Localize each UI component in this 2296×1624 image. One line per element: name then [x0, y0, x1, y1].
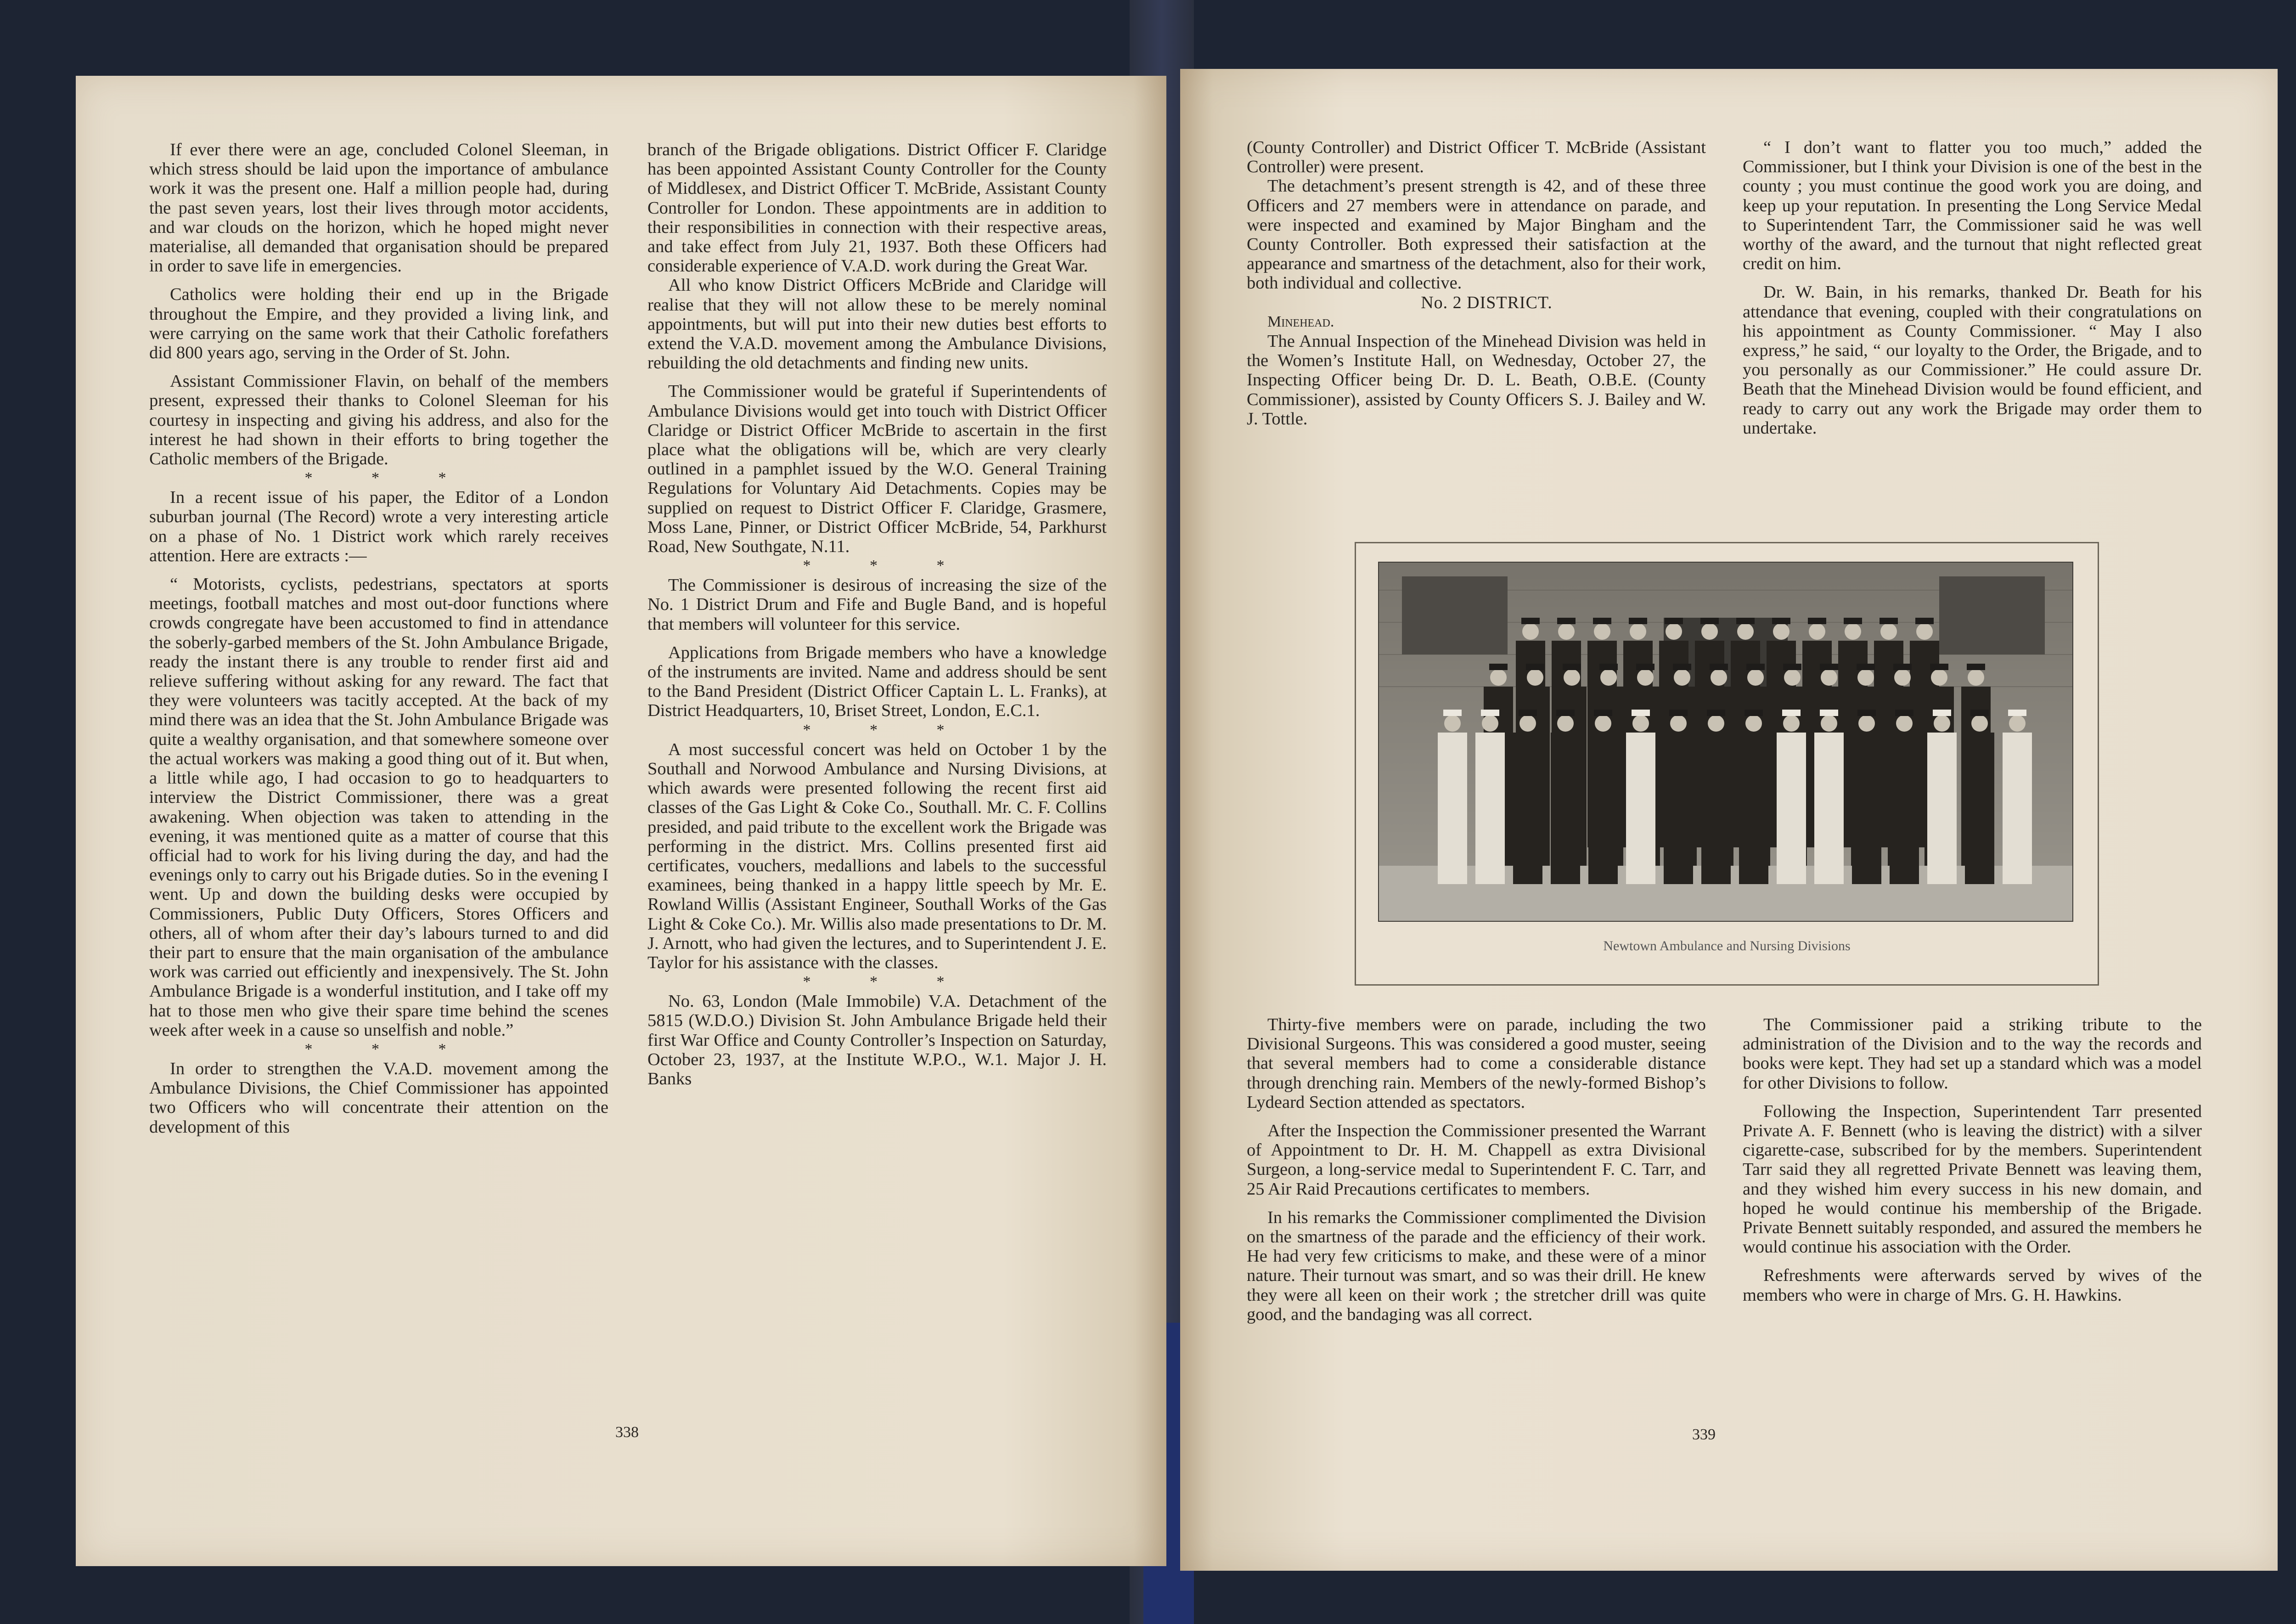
- figure-head: [1527, 669, 1543, 686]
- figure-head: [1821, 715, 1837, 732]
- page-339: [1180, 69, 2278, 1571]
- figure-head: [1971, 715, 1988, 732]
- figure-cap: [1673, 664, 1691, 670]
- paragraph: “ I don’t want to flatter you too much,” added the Commissioner, but I think your Division is one of the best in the county ; you must continue the good work you are doing, and keep up your reputation. In presenting the Long Service Medal to Superintendent Tarr, the Commissioner said he was well worthy of the award, and the turnout that night reflected great credit on him.: [1743, 138, 2202, 274]
- figure-head: [1630, 623, 1646, 640]
- figure-body: [1664, 733, 1693, 884]
- paragraph: Applications from Brigade members who have a knowledge of the instruments are invited. Name and address should be sent to the Band President (District Officer Captain L. L. Franks), at District Headquarters, 10, Briset Street, London, E.C.1.: [647, 643, 1107, 721]
- figure-cap: [1636, 664, 1654, 670]
- figure-cap: [1556, 710, 1575, 716]
- left-page-column-2: [647, 140, 1107, 1088]
- figure-cap: [1772, 618, 1790, 624]
- figure-cap: [1632, 710, 1650, 716]
- figure-body: [1701, 733, 1731, 884]
- figure-cap: [1669, 710, 1688, 716]
- figure-cap: [1880, 618, 1898, 624]
- figure-body: [1890, 733, 1919, 884]
- figure-head: [1595, 715, 1611, 732]
- figure-cap: [1736, 618, 1755, 624]
- figure-cap: [1808, 618, 1826, 624]
- figure-cap: [1820, 664, 1838, 670]
- figure-head: [1773, 623, 1790, 640]
- photo-caption: Newtown Ambulance and Nursing Divisions: [1603, 938, 1851, 953]
- figure-head: [1482, 715, 1498, 732]
- figure-body: [1588, 733, 1618, 884]
- figure-head: [1519, 715, 1536, 732]
- paragraph: Following the Inspection, Superintendent Tarr presented Private A. F. Bennett (who is leaving the district) with a silver cigarette-case, subscribed for by the members. Superintendent Tarr said they all regretted Private Bennett was leaving them, and they wished him every success in his new domain, and hoped he would continue his membership of the Brigade. Private Bennett suitably responded, and assured the members he would continue his association with the Order.: [1743, 1101, 2202, 1257]
- figure-cap: [1563, 664, 1581, 670]
- figure-body: [1438, 733, 1467, 884]
- figure-cap: [1710, 664, 1728, 670]
- section-divider: * * *: [803, 973, 972, 991]
- figure-head: [1670, 715, 1687, 732]
- figure-cap: [1967, 664, 1985, 670]
- paragraph: The Annual Inspection of the Minehead Division was held in the Women’s Institute Hall, on Wednesday, October 27, the Inspecting Officer being Dr. D. L. Beath, O.B.E. (County Commissioner), assisted by County Officers S. J. Bailey and W. J. Tottle.: [1247, 332, 1706, 429]
- figure-cap: [2008, 710, 2026, 716]
- figure-head: [1745, 715, 1762, 732]
- figure-head: [1666, 623, 1682, 640]
- figure-body: [1475, 733, 1505, 884]
- paragraph: Refreshments were afterwards served by wives of the members who were in charge of Mrs. G. H. Hawkins.: [1743, 1266, 2202, 1305]
- figure-head: [1711, 669, 1727, 686]
- figure-head: [1637, 669, 1654, 686]
- left-page-column-1: [149, 140, 608, 1137]
- section-heading: No. 2 DISTRICT.: [1421, 293, 1553, 312]
- figure-cap: [1707, 710, 1725, 716]
- figure-head: [1594, 623, 1610, 640]
- figure-cap: [1895, 710, 1913, 716]
- figure-cap: [1783, 664, 1801, 670]
- figure-cap: [1700, 618, 1719, 624]
- figure-head: [1747, 669, 1764, 686]
- paragraph: In his remarks the Commissioner complimented the Division on the smartness of the parade and the efficiency of their work. He had very few criticisms to make, and these were of a minor nature. Their turnout was smart, and so was their drill. He knew they were all keen on their work ; the stretcher drill was quite good, and the bandaging was all correct.: [1247, 1207, 1706, 1324]
- figure-head: [1858, 715, 1875, 732]
- figure-body: [1965, 733, 1994, 884]
- paragraph: After the Inspection the Commissioner presented the Warrant of Appointment to Dr. H. M. Chappell as extra Divisional Surgeon, a long-service medal to Superintendent F. C. Tarr, and 25 Air Raid Precautions certificates to members.: [1247, 1121, 1706, 1199]
- place-heading: Minehead.: [1267, 313, 1334, 330]
- group-photograph: [1378, 562, 2073, 922]
- figure-cap: [1930, 664, 1948, 670]
- paragraph: All who know District Officers McBride and Claridge will realise that they will not allow these to be merely nominal appointments, but will put into their new duties best efforts to extend the V.A.D. movement among the Ambulance Divisions, rebuilding the old detachments and finding new units.: [647, 276, 1107, 373]
- figure-body: [1513, 733, 1542, 884]
- figure-head: [1737, 623, 1754, 640]
- paragraph: The Commissioner is desirous of increasing the size of the No. 1 District Drum and Fife and Bugle Band, and is hopeful that members will volunteer for this service.: [647, 575, 1107, 634]
- figure-cap: [1526, 664, 1544, 670]
- figure-cap: [1593, 618, 1611, 624]
- paragraph: Catholics were holding their end up in the Brigade throughout the Empire, and they provided a living link, and were carrying on the same work that their Catholic forefathers did 800 years ago, serving in the Order of St. John.: [149, 285, 608, 363]
- figure-head: [1564, 669, 1580, 686]
- section-divider: * * *: [304, 1040, 474, 1058]
- figure-head: [1784, 669, 1801, 686]
- figure-head: [1931, 669, 1947, 686]
- figure-body: [2003, 733, 2032, 884]
- paragraph: In a recent issue of his paper, the Editor of a London suburban journal (The Record) wrote a very interesting article on a phase of No. 1 District work which rarely receives attention. Here are extracts :—: [149, 488, 608, 565]
- figure-cap: [1557, 618, 1576, 624]
- figure-head: [1880, 623, 1897, 640]
- figure-cap: [1665, 618, 1683, 624]
- figure-body: [1739, 733, 1768, 884]
- photo-frame: [1355, 542, 2099, 986]
- figure-body: [1551, 733, 1580, 884]
- page-number: 339: [1692, 1426, 1716, 1443]
- figure-cap: [1629, 618, 1647, 624]
- figure-head: [1490, 669, 1507, 686]
- figure-body: [1852, 733, 1881, 884]
- figure-cap: [1893, 664, 1912, 670]
- paragraph: Thirty-five members were on parade, including the two Divisional Surgeons. This was considered a good muster, seeing that several members had to come a considerable distance through drenching rain. Members of the newly-formed Bishop’s Lydeard Section attended as spectators.: [1247, 1015, 1706, 1112]
- figure-head: [1708, 715, 1724, 732]
- paragraph: If ever there were an age, concluded Colonel Sleeman, in which stress should be laid upon the importance of ambulance work it was the present one. Half a million people had, during the past seven years, lost their lives through motor accidents, and war clouds on the horizon, which he hoped might never materialise, all demanded that organisation should be prepared in order to save life in emergencies.: [149, 140, 608, 276]
- figure-head: [1600, 669, 1617, 686]
- figure-cap: [1599, 664, 1618, 670]
- paragraph: The Commissioner paid a striking tribute to the administration of the Division and to the way the records and books were kept. They had set up a standard which was a model for other Divisions to follow.: [1743, 1015, 2202, 1093]
- paragraph: In order to strengthen the V.A.D. movement among the Ambulance Divisions, the Chief Commissioner has appointed two Officers who will concentrate their attention on the development of this: [149, 1059, 608, 1137]
- figure-cap: [1844, 618, 1862, 624]
- figure-head: [1916, 623, 1933, 640]
- figure-cap: [1489, 664, 1508, 670]
- figure-cap: [1820, 710, 1838, 716]
- figure-cap: [1746, 664, 1765, 670]
- figure-cap: [1915, 618, 1934, 624]
- paragraph: A most successful concert was held on October 1 by the Southall and Norwood Ambulance and Nursing Divisions, at which awards were presented following the recent first aid classes of the Gas Light & Coke Co., Southall. Mr. C. F. Collins presided, and paid tribute to the excellent work the Brigade was performing in the district. Mrs. Collins presented first aid certificates, vouchers, medallions and labels to the successful examinees, being thanked in a happy little speech by Mr. E. Rowland Willis (Assistant Engineer, Southall Works of the Gas Light & Coke Co.). Mr. Willis also made presentations to Dr. M. J. Arnott, who had given the lectures, and to Superintendent J. E. Taylor for his assistance with the classes.: [647, 739, 1107, 972]
- figure-head: [1809, 623, 1825, 640]
- paragraph: No. 63, London (Male Immobile) V.A. Detachment of the 5815 (W.D.O.) Division St. John Ambulance Brigade held their first War Office and County Controller’s Inspection on Saturday, October 23, 1937, at the Institute W.P.O., W.1. Major J. H. Banks: [647, 992, 1107, 1088]
- figure-cap: [1481, 710, 1499, 716]
- figure-head: [1845, 623, 1861, 640]
- figure-head: [1558, 623, 1575, 640]
- right-page-column-4: [1743, 1015, 2202, 1305]
- paragraph: (County Controller) and District Officer T. McBride (Assistant Controller) were present.: [1247, 138, 1706, 177]
- figure-head: [1968, 669, 1984, 686]
- figure-body: [1626, 733, 1655, 884]
- paragraph: branch of the Brigade obligations. District Officer F. Claridge has been appointed Assistant County Controller for the County of Middlesex, and District Officer T. McBride, Assistant County Controller for London. These appointments are in addition to their responsibilities in connection with their respective areas, and take effect from July 21, 1937. Both these Officers had considerable experience of V.A.D. work during the Great War.: [647, 140, 1107, 276]
- group-photo-image: [1379, 563, 2072, 921]
- figure-cap: [1443, 710, 1462, 716]
- figure-body: [1814, 733, 1844, 884]
- figure-head: [1896, 715, 1913, 732]
- figure-cap: [1745, 710, 1763, 716]
- section-divider: * * *: [803, 557, 972, 575]
- paragraph: The detachment’s present strength is 42, and of these three Officers and 27 members were in attendance on parade, and were inspected and examined by Major Bingham and the County Controller. Both expressed their satisfaction at the appearance and smartness of the detachment, also for their work, both individual and collective.: [1247, 176, 1706, 293]
- figure-cap: [1521, 618, 1540, 624]
- page-number: 338: [615, 1424, 639, 1441]
- figure-head: [1821, 669, 1837, 686]
- figure-body: [1777, 733, 1806, 884]
- page-338: [76, 76, 1166, 1566]
- paragraph: The Commissioner would be grateful if Superintendents of Ambulance Divisions would get into touch with District Officer Claridge or District Officer McBride to ascertain in the first place what the obligations will be, which are very clearly outlined in a pamphlet issued by the W.O. General Training Regulations for Voluntary Aid Detachments. Copies may be supplied on request to District Officer F. Claridge, Grasmere, Moss Lane, Pinner, or District Officer McBride, 54, Parkhurst Road, New Southgate, N.11.: [647, 382, 1107, 557]
- figure-body: [1927, 733, 1957, 884]
- right-page-column-1: [1247, 138, 1706, 429]
- figure-head: [1701, 623, 1718, 640]
- figure-head: [1557, 715, 1574, 732]
- figure-cap: [1782, 710, 1801, 716]
- figure-cap: [1857, 710, 1876, 716]
- figure-head: [1783, 715, 1800, 732]
- right-page-column-3: [1247, 1015, 1706, 1324]
- figure-head: [1522, 623, 1539, 640]
- section-divider: * * *: [803, 721, 972, 739]
- figure-cap: [1857, 664, 1875, 670]
- figure-cap: [1933, 710, 1951, 716]
- figure-head: [2009, 715, 2026, 732]
- figure-head: [1444, 715, 1461, 732]
- figure-head: [1632, 715, 1649, 732]
- figure-cap: [1594, 710, 1612, 716]
- figure-cap: [1519, 710, 1537, 716]
- figure-head: [1674, 669, 1690, 686]
- figure-head: [1894, 669, 1911, 686]
- right-page-column-2: [1743, 138, 2202, 438]
- paragraph: Assistant Commissioner Flavin, on behalf of the members present, expressed their thanks to Colonel Sleeman for his courtesy in inspecting and giving his address, and also for the interest he had shown in their efforts to bring together the Catholic members of the Brigade.: [149, 372, 608, 469]
- section-divider: * * *: [304, 469, 474, 487]
- figure-head: [1934, 715, 1950, 732]
- figure-head: [1857, 669, 1874, 686]
- paragraph: “ Motorists, cyclists, pedestrians, spectators at sports meetings, football matches and most out-door functions where crowds congregate have been accustomed to find in attendance the soberly-garbed members of the St. John Ambulance Brigade, ready the instant there is any trouble to render first aid and relieve suffering without asking for any reward. The fact that they were volunteers was tacitly accepted. At the back of my mind there was an idea that the St. John Ambulance Brigade was quite a wealthy organisation, and that somewhere someone over the actual workers was making a good thing out of it. But when, a little while ago, I had occasion to go to headquarters to interview the District Commissioner, there was a great awakening. When objection was taken to attending in the evening, it was mentioned quite as a matter of course that this official had to work for his living during the day, and had the evenings only to carry out his Brigade duties. So in the evening I went. Up and down the building desks were occupied by Commissioners, Public Duty Officers, Stores Officers and others, all of whom after their day’s labours turned to and did their part to ensure that the main organisation of the ambulance work was carried out efficiently and inexpensively. The St. John Ambulance Brigade is a wonderful institution, and I take off my hat to those men who give their spare time behind the scenes week after week in a cause so unselfish and noble.”: [149, 575, 608, 1040]
- paragraph: Dr. W. Bain, in his remarks, thanked Dr. Beath for his attendance that evening, coupled with their congratulations on his appointment as County Commissioner. “ May I also express,” he said, “ our loyalty to the Order, the Brigade, and to you personally as our Commissioner.” He could assure Dr. Beath that the Minehead Division would be found efficient, and ready to carry out any work the Brigade may order them to undertake.: [1743, 282, 2202, 438]
- figure-cap: [1970, 710, 1989, 716]
